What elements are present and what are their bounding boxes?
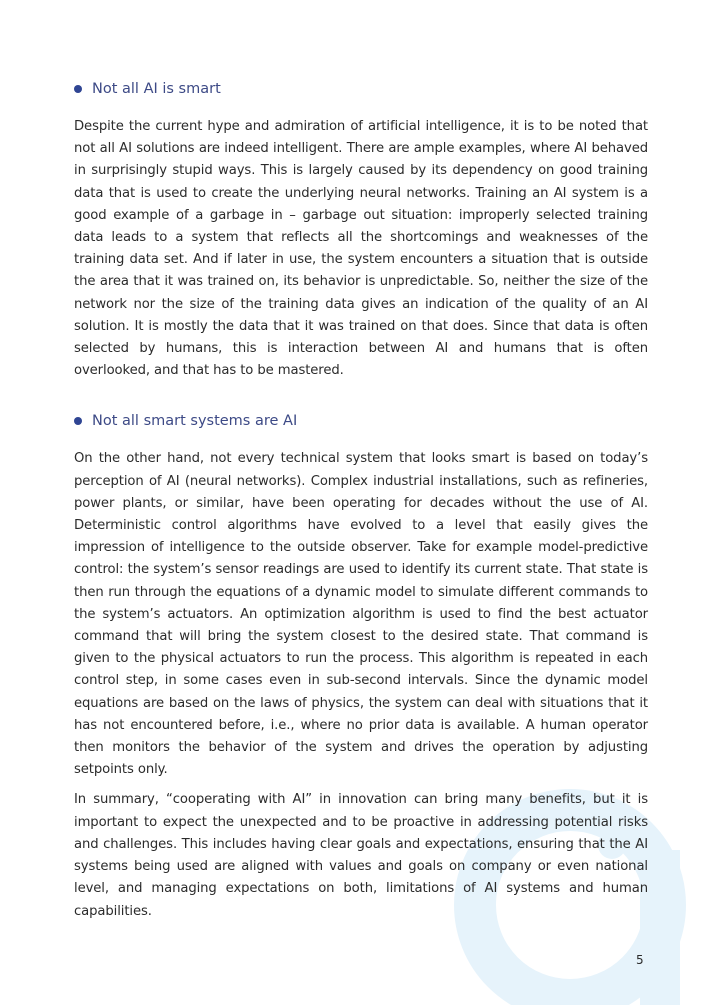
section-heading-text: Not all smart systems are AI: [92, 413, 298, 430]
section-heading-text: Not all AI is smart: [92, 81, 221, 97]
body-paragraph: In summary, “cooperating with AI” in innovation can bring many benefits, but it is important to expect the unexpected and to be proactive in addressing potential risks and challenges. This includes having clear goals and expectations, ensuring that the AI systems being used are aligned with values and goals on company or even national level, and managing expectations on both, limitations of AI systems and human capabilities.: [74, 792, 648, 919]
bullet-icon: [74, 85, 82, 93]
body-paragraph: On the other hand, not every technical system that looks smart is based on today’s perception of AI (neural networks). Complex industrial installations, such as refineries, power plants, or similar, have been operating for decades without the use of AI. Deterministic control algorithms have evolved to a level that easily gives the impression of intelligence to the outside observer. Take for example model-predictive control: the system’s sensor readings are used to identify its current state. That state is then run through the equations of a dynamic model to simulate different commands to the system’s actuators. An optimization algorithm is used to find the best actuator command that will bring the system closest to the desired state. That command is given to the physical actuators to run the process. This algorithm is repeated in each control step, in some cases even in sub-second intervals. Since the dynamic model equations are based on the laws of physics, the system can deal with situations that it has not encountered before, i.e., where no prior data is available. A human operator then monitors the behavior of the system and drives the operation by adjusting setpoints only.: [74, 451, 648, 778]
section-heading: [74, 78, 648, 100]
bullet-icon: [74, 417, 82, 425]
body-paragraph: Despite the current hype and admiration of artificial intelligence, it is to be noted that not all AI solutions are indeed intelligent. There are ample examples, where AI behaved in surprisingly stupid ways. This is largely caused by its dependency on good training data that is used to create the underlying neural networks. Training an AI system is a good example of a garbage in – garbage out situation: improperly selected training data leads to a system that reflects all the shortcomings and weaknesses of the training data set. And if later in use, the system encounters a situation that is outside the area that it was trained on, its behavior is unpredictable. So, neither the size of the network nor the size of the training data gives an indication of the quality of an AI solution. It is mostly the data that it was trained on that does. Since that data is often selected by humans, this is interaction between AI and humans that is often overlooked, and that has to be mastered.: [74, 119, 648, 379]
page-number: 5: [636, 953, 644, 967]
section-heading: [74, 410, 648, 432]
main-content: [74, 78, 648, 931]
